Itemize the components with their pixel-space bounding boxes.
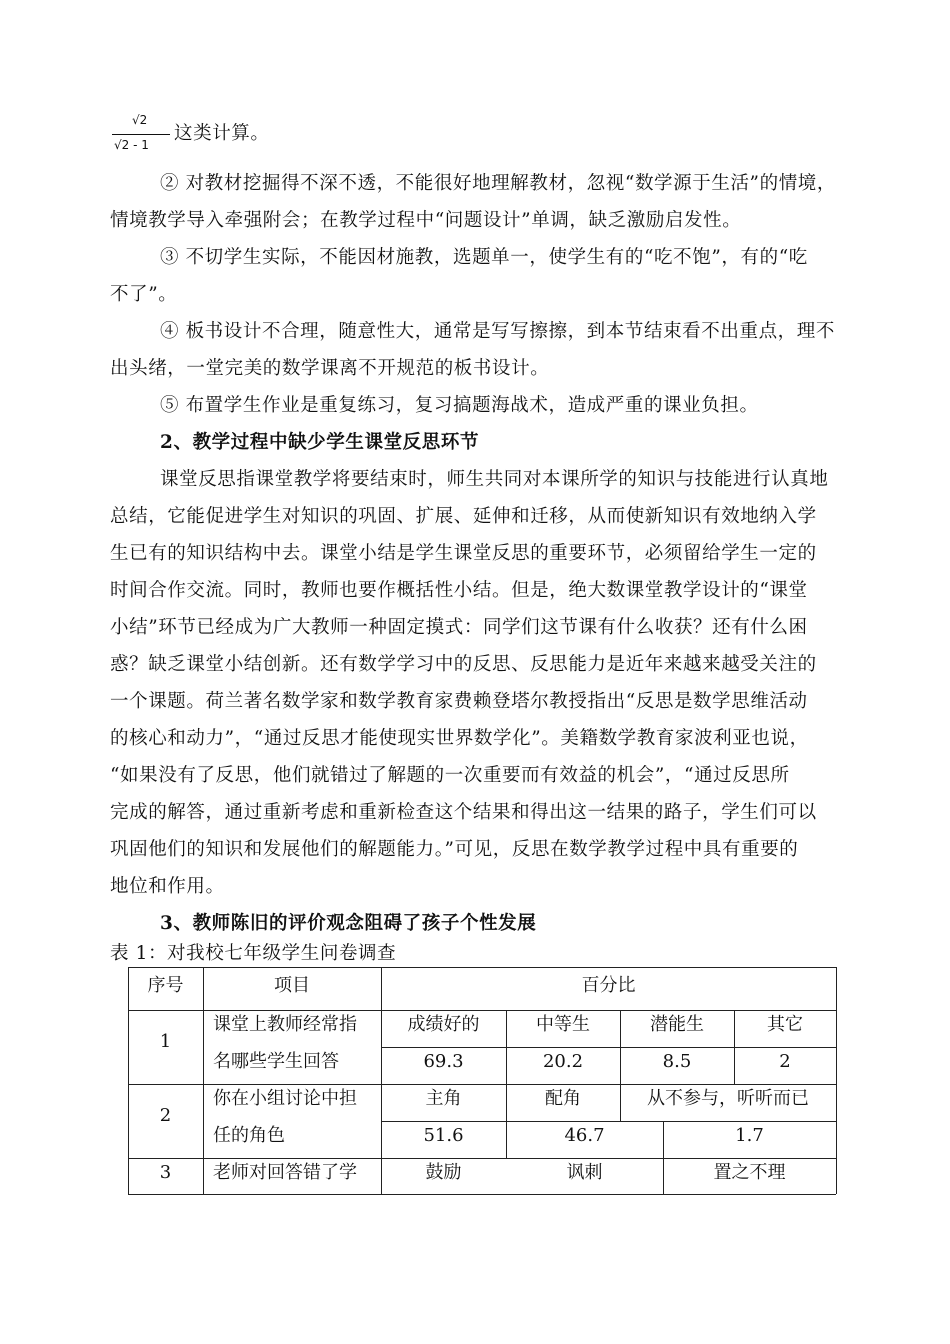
- body-line: 的核心和动力”，“通过反思才能使现实世界数学化”。美籍数学教育家波利亚也说，: [110, 728, 809, 749]
- table-border: [836, 967, 837, 1194]
- row1-item-line1: 课堂上教师经常指: [213, 1014, 357, 1035]
- row1-item-line2: 名哪些学生回答: [213, 1051, 339, 1072]
- body-line: 小结”环节已经成为广大教师一种固定摸式：同学们这节课有什么收获？还有什么困: [110, 617, 808, 638]
- row2-item-line2: 任的角色: [213, 1125, 285, 1146]
- row2-value: 1.7: [735, 1125, 764, 1146]
- row3-no: 3: [159, 1162, 172, 1183]
- paragraph-2-line-2: 情境教学导入牵强附会；在教学过程中“问题设计”单调，缺乏激励启发性。: [110, 210, 742, 231]
- body-line: 巩固他们的知识和发展他们的解题能力。”可见，反思在数学教学过程中具有重要的: [110, 839, 799, 860]
- paragraph-3-line-1: ③ 不切学生实际，不能因材施教，选题单一，使学生有的“吃不饱”，有的“吃: [160, 247, 808, 268]
- row1-label: 其它: [767, 1014, 803, 1035]
- row1-value: 8.5: [662, 1051, 692, 1072]
- row3-label: 置之不理: [713, 1162, 786, 1183]
- body-line: 时间合作交流。同时，教师也要作概括性小结。但是，绝大数课堂教学设计的“课堂: [110, 580, 808, 601]
- paragraph-4-line-2: 出头绪，一堂完美的数学课离不开规范的板书设计。: [110, 358, 550, 379]
- row3-label: 讽刺: [566, 1162, 603, 1183]
- row2-label: 主角: [425, 1088, 462, 1109]
- table-border: [128, 967, 836, 968]
- table-border: [381, 1047, 836, 1048]
- row2-label: 配角: [545, 1088, 581, 1109]
- table-caption: 表 1：对我校七年级学生问卷调查: [110, 943, 397, 964]
- row1-value: 69.3: [423, 1051, 464, 1072]
- header-percentage: 百分比: [581, 975, 636, 996]
- survey-table: [128, 967, 836, 1194]
- row1-label: 成绩好的: [407, 1014, 480, 1035]
- paragraph-2-line-1: ② 对教材挖掘得不深不透，不能很好地理解教材，忽视“数学源于生活”的情境，: [160, 173, 836, 194]
- body-line: 完成的解答，通过重新考虑和重新检查这个结果和得出这一结果的路子，学生们可以: [110, 802, 817, 823]
- section-heading-2: 2、教学过程中缺少学生课堂反思环节: [160, 432, 480, 453]
- table-border: [128, 1194, 836, 1195]
- row2-value: 51.6: [423, 1125, 464, 1146]
- row1-label: 潜能生: [650, 1014, 704, 1035]
- body-line: 总结，它能促进学生对知识的巩固、扩展、延伸和迁移，从而使新知识有效地纳入学: [110, 506, 817, 527]
- paragraph-4-line-1: ④ 板书设计不合理，随意性大，通常是写写擦擦，到本节结束看不出重点，理不: [160, 321, 835, 342]
- table-border: [128, 1158, 836, 1159]
- row1-value: 20.2: [542, 1051, 584, 1072]
- row2-no: 2: [159, 1105, 172, 1126]
- fraction-numerator: √2: [132, 113, 148, 127]
- table-border: [128, 1010, 836, 1011]
- row2-label: 从不参与，听听而已: [647, 1088, 809, 1109]
- body-line: 地位和作用。: [110, 876, 225, 897]
- row3-item-line1: 老师对回答错了学: [213, 1162, 357, 1183]
- fraction-denominator: √2 - 1: [114, 138, 149, 152]
- row2-value: 46.7: [564, 1125, 605, 1146]
- table-border: [381, 1121, 836, 1122]
- body-line: 一个课题。荷兰著名数学家和数学教育家费赖登塔尔教授指出“反思是数学思维活动: [110, 691, 808, 712]
- row1-value: 2: [779, 1051, 791, 1072]
- section-heading-3: 3、教师陈旧的评价观念阻碍了孩子个性发展: [160, 913, 537, 934]
- body-line: 课堂反思指课堂教学将要结束时，师生共同对本课所学的知识与技能进行认真地: [160, 469, 829, 490]
- header-no: 序号: [147, 975, 184, 996]
- fraction-bar: [112, 134, 170, 135]
- intro-suffix: 这类计算。: [174, 123, 270, 144]
- row1-no: 1: [159, 1031, 172, 1052]
- table-border: [128, 1084, 836, 1085]
- row2-item-line1: 你在小组讨论中担: [213, 1088, 357, 1109]
- table-border: [203, 967, 204, 1194]
- body-line: 惑？缺乏课堂小结创新。还有数学学习中的反思、反思能力是近年来越来越受关注的: [110, 654, 817, 675]
- row3-label: 鼓励: [425, 1162, 462, 1183]
- paragraph-5-line-1: ⑤ 布置学生作业是重复练习，复习搞题海战术，造成严重的课业负担。: [160, 395, 759, 416]
- paragraph-3-line-2: 不了”。: [110, 284, 178, 305]
- body-line: “如果没有了反思，他们就错过了解题的一次重要而有效益的机会”，“通过反思所: [110, 765, 790, 786]
- header-item: 项目: [274, 975, 310, 996]
- row1-label: 中等生: [536, 1014, 590, 1035]
- body-line: 生已有的知识结构中去。课堂小结是学生课堂反思的重要环节，必须留给学生一定的: [110, 543, 817, 564]
